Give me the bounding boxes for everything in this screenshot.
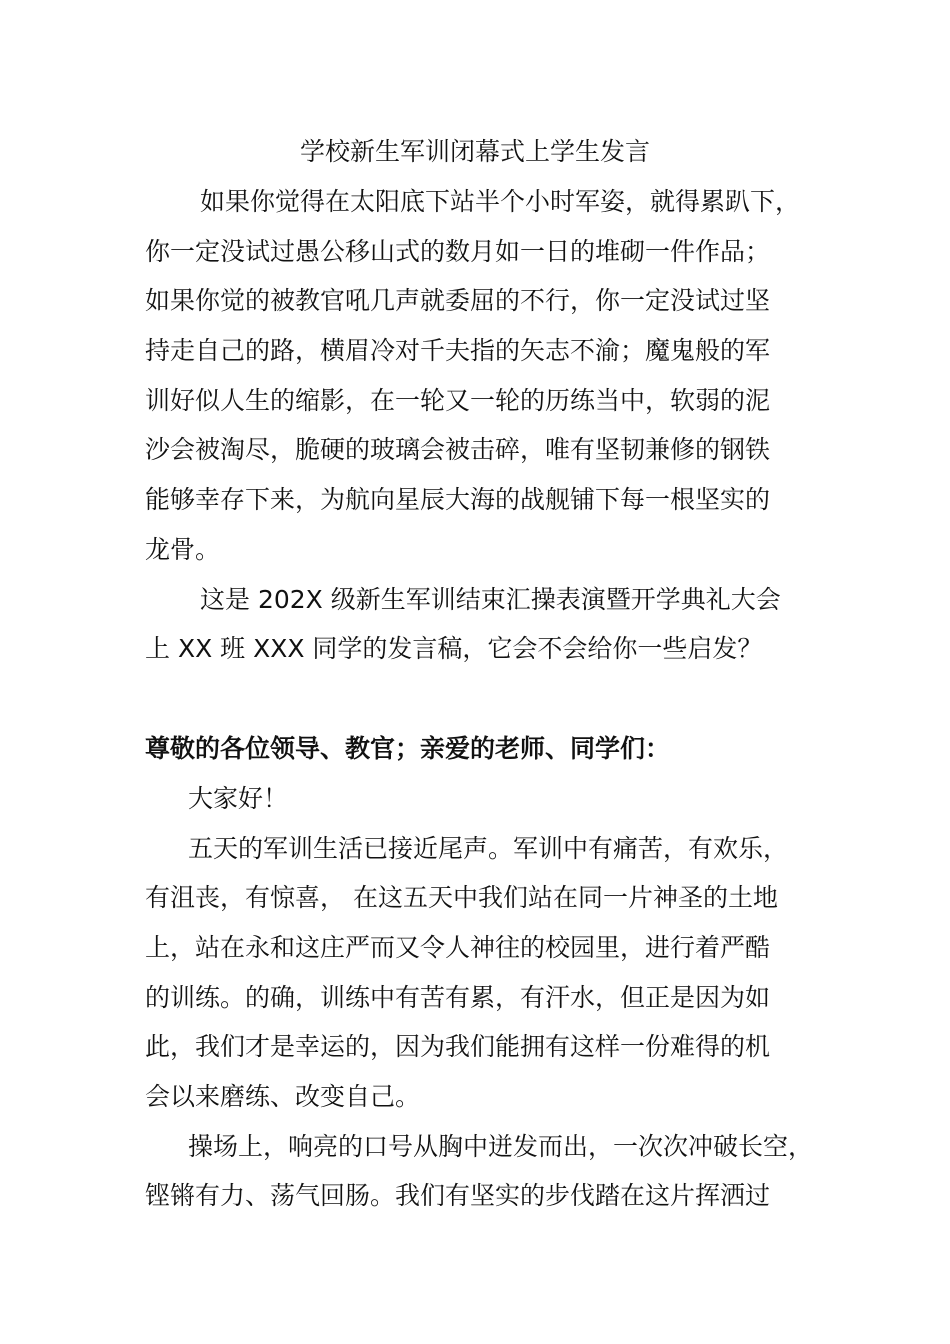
document-title: 学校新生军训闭幕式上学生发言: [299, 137, 650, 166]
salutation: 尊敬的各位领导、教官；亲爱的老师、同学们：: [145, 734, 671, 763]
text-line: 你一定没试过愚公移山式的数月如一日的堆砌一件作品；: [145, 237, 771, 266]
text-line: 持走自己的路，横眉冷对千夫指的矢志不渝；魔鬼般的军: [145, 336, 771, 365]
text-line: 这是 202X 级新生军训结束汇操表演暨开学典礼大会: [200, 585, 781, 614]
text-line: 五天的军训生活已接近尾声。军训中有痛苦，有欢乐，: [188, 834, 789, 863]
text-line: 此，我们才是幸运的，因为我们能拥有这样一份难得的机: [145, 1032, 771, 1061]
text-line: 的训练。的确，训练中有苦有累，有汗水，但正是因为如: [145, 983, 771, 1012]
text-line: 上 XX 班 XXX 同学的发言稿，它会不会给你一些启发？: [145, 634, 763, 663]
text-line: 训好似人生的缩影，在一轮又一轮的历练当中，软弱的泥: [145, 386, 771, 415]
text-line: 有沮丧，有惊喜， 在这五天中我们站在同一片神圣的土地: [145, 883, 778, 912]
text-line: 会以来磨练、改变自己。: [145, 1082, 421, 1111]
text-line: 操场上，响亮的口号从胸中迸发而出，一次次冲破长空，: [188, 1132, 814, 1161]
text-line: 铿锵有力、荡气回肠。我们有坚实的步伐踏在这片挥洒过: [145, 1181, 771, 1210]
text-line: 能够幸存下来，为航向星辰大海的战舰铺下每一根坚实的: [145, 485, 771, 514]
text-line: 沙会被淘尽，脆硬的玻璃会被击碎，唯有坚韧兼修的钢铁: [145, 435, 771, 464]
text-line: 上，站在永和这庄严而又令人神往的校园里，进行着严酷: [145, 933, 771, 962]
greeting: 大家好！: [188, 784, 289, 813]
text-line: 如果你觉得在太阳底下站半个小时军姿，就得累趴下，: [200, 187, 801, 216]
text-line: 龙骨。: [145, 535, 221, 564]
text-line: 如果你觉的被教官吼几声就委屈的不行，你一定没试过坚: [145, 286, 771, 315]
